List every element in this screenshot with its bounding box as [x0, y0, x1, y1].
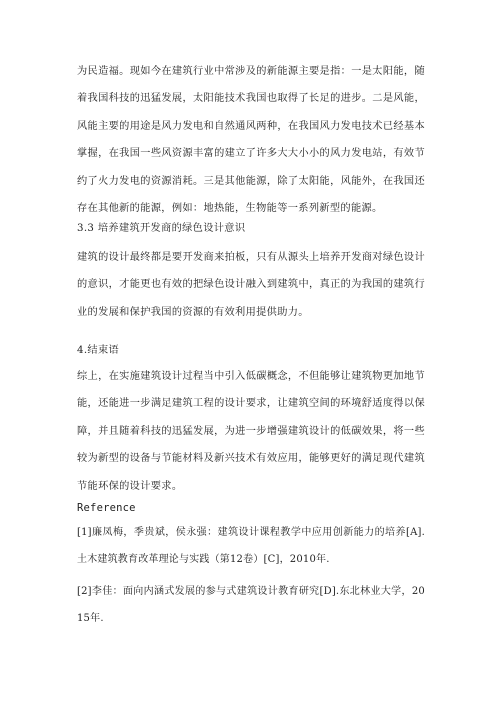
section-3-3-body: 建筑的设计最终都是要开发商来拍板，只有从源头上培养开发商对绿色设计的意识，才能更也有效的把绿色设计融入到建筑中，真正的为我国的建筑行业的发展和保护我国的资源的有效利用提供助力。: [77, 252, 425, 318]
reference-item-1: [1]廉凤梅，季贵斌，侯永强：建筑设计课程教学中应用创新能力的培养[A].土木建筑教育改革理论与实践（第12卷）[C]，2010年.: [77, 527, 425, 566]
references-title: Reference: [77, 502, 136, 514]
section-4-body: 综上，在实施建筑设计过程当中引入低碳概念，不但能够让建筑物更加地节能，还能进一步满足建筑工程的设计要求，让建筑空间的环境舒适度得以保障，并且随着科技的迅猛发展，为进一步增强建筑设计的低碳效果，将一些较为新型的设备与节能材料及新兴技术有效应用，能够更好的满足现代建筑节能环保的设计要求。: [77, 371, 425, 492]
section-3-3-heading: 3.3 培养建筑开发商的绿色设计意识: [77, 223, 246, 234]
intro-paragraph: 为民造福。现如今在建筑行业中常涉及的新能源主要是指：一是太阳能，随着我国科技的迅猛发展，太阳能技术我国也取得了长足的进步。二是风能，风能主要的用途是风力发电和自然通风两种，在我国风力发电技术已经基本掌握，在我国一些风资源丰富的建立了许多大大小小的风力发电站，有效节约了火力发电的资源消耗。三是其他能源，除了太阳能，风能外，在我国还存在其他新的能源，例如：地热能，生物能等一系列新型的能源。: [77, 66, 425, 215]
section-4-heading: 4.结束语: [77, 345, 120, 356]
reference-item-2: [2]李佳：面向内涵式发展的参与式建筑设计教育研究[D].东北林业大学，2015年.: [77, 586, 425, 625]
